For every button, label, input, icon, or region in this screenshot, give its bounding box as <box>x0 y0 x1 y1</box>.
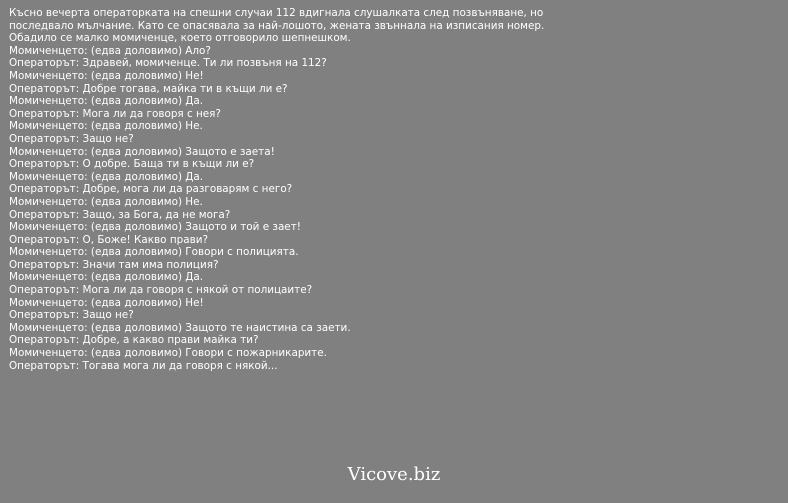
dialogue-line: Операторът: Защо не? <box>9 309 134 322</box>
dialogue-line: Момиченцето: (едва доловимо) Не! <box>9 296 204 309</box>
dialogue-line: Операторът: Защо не? <box>9 132 134 145</box>
dialogue-line: Операторът: Защо, за Бога, да не мога? <box>9 208 231 221</box>
dialogue-line: Операторът: Тогава мога ли да говоря с някой... <box>9 359 278 372</box>
dialogue-line: Момиченцето: (едва доловимо) Да. <box>9 95 204 108</box>
dialogue-line: Операторът: Мога ли да говоря с нея? <box>9 107 221 120</box>
dialogue-line: Момиченцето: (едва доловимо) Ало? <box>9 44 211 57</box>
dialogue-line: Операторът: Добре тогава, майка ти в къщи ли е? <box>9 82 288 95</box>
dialogue-line: Операторът: Добре, мога ли да разговарям с него? <box>9 183 293 196</box>
dialogue-line: Операторът: О, Боже! Какво прави? <box>9 233 208 246</box>
dialogue-line: Момиченцето: (едва доловимо) Говори с полицията. <box>9 246 299 259</box>
dialogue-line: Момиченцето: (едва доловимо) Не. <box>9 120 203 133</box>
story-intro: Късно вечерта операторката на спешни случаи 112 вдигнала слушалката след позвъняване, но последвало мълчание. Като се опасявала за най-лошото, жената звъннала на изписания номер. Обадило се малко момиченце, което отговорило шепнешком. <box>9 7 545 45</box>
story-text <box>9 7 584 372</box>
dialogue-line: Операторът: О добре. Баща ти в къщи ли е? <box>9 158 255 171</box>
dialogue-line: Момиченцето: (едва доловимо) Не. <box>9 195 203 208</box>
dialogue-line: Момиченцето: (едва доловимо) Да. <box>9 170 204 183</box>
dialogue-line: Момиченцето: (едва доловимо) Говори с пожарникарите. <box>9 347 327 360</box>
dialogue-line: Момиченцето: (едва доловимо) Защото е заета! <box>9 145 275 158</box>
dialogue-line: Момиченцето: (едва доловимо) Не! <box>9 69 204 82</box>
dialogue-line: Момиченцето: (едва доловимо) Защото и той е зает! <box>9 221 301 234</box>
dialogue-line: Операторът: Здравей, момиченце. Ти ли позвъня на 112? <box>9 57 327 70</box>
site-watermark: Vicove.biz <box>347 464 441 485</box>
dialogue-line: Момиченцето: (едва доловимо) Да. <box>9 271 204 284</box>
dialogue-line: Операторът: Мога ли да говоря с някой от полицаите? <box>9 284 313 297</box>
dialogue-line: Операторът: Добре, а какво прави майка ти? <box>9 334 259 347</box>
dialogue-line: Момиченцето: (едва доловимо) Защото те наистина са заети. <box>9 321 351 334</box>
dialogue-line: Операторът: Значи там има полиция? <box>9 258 219 271</box>
